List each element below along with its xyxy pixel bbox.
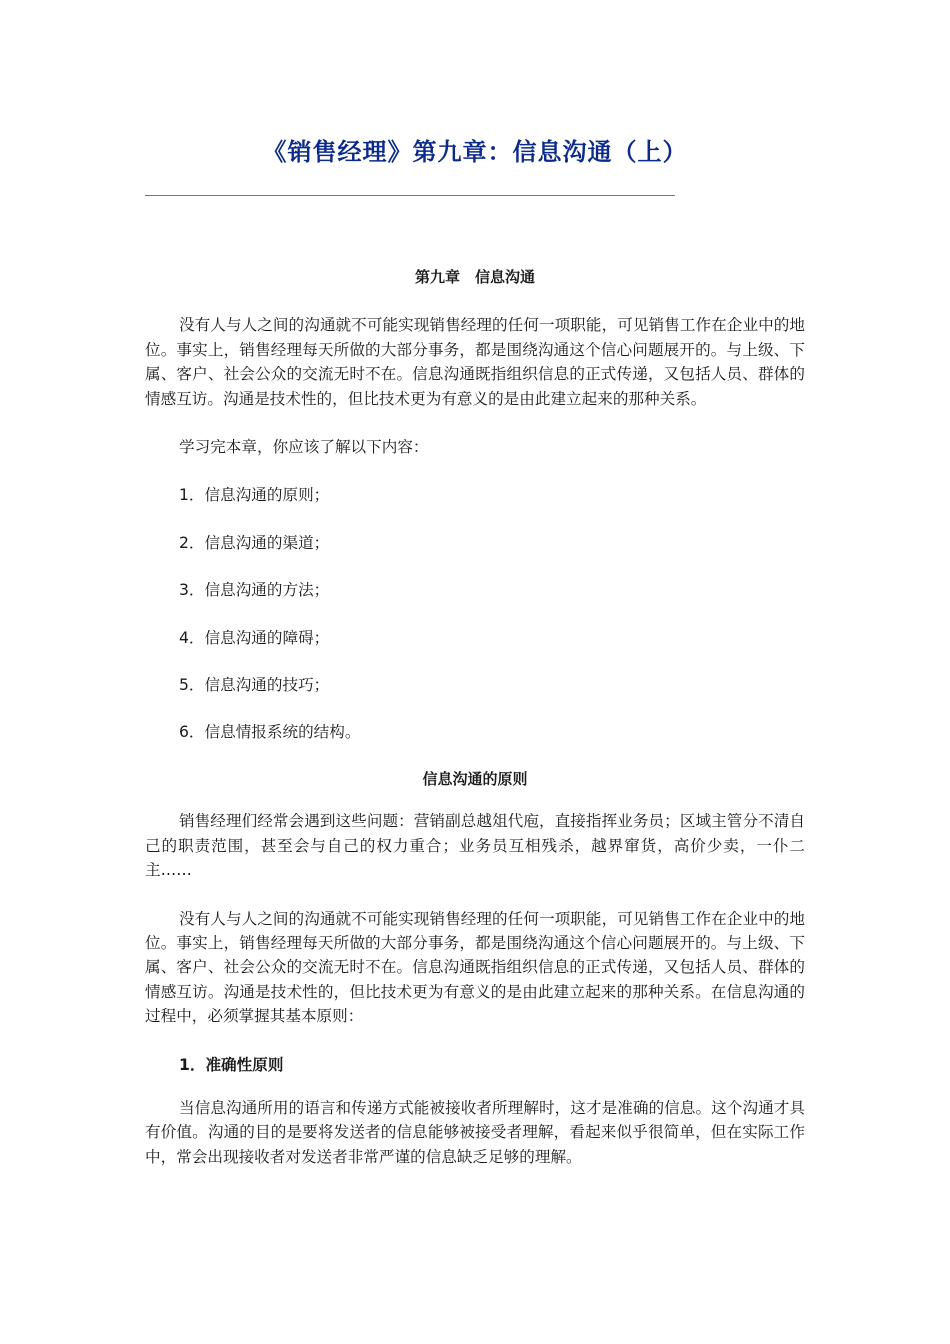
objective-item: 2．信息沟通的渠道； [179, 533, 330, 552]
objective-item: 4．信息沟通的障碍； [179, 628, 330, 647]
document-body [145, 265, 805, 1169]
title-divider [145, 195, 675, 196]
page-title: 《销售经理》第九章：信息沟通（上） [262, 138, 688, 166]
objectives-list [145, 483, 805, 744]
objective-item: 3．信息沟通的方法； [179, 581, 330, 600]
chapter-heading: 第九章 信息沟通 [414, 268, 535, 286]
objective-item: 5．信息沟通的技巧； [179, 676, 330, 695]
objective-item: 1．信息沟通的原则； [179, 486, 330, 505]
principles-paragraph-1: 销售经理们经常会遇到这些问题：营销副总越俎代庖，直接指挥业务员；区域主管分不清自己的职责范围，甚至会与自己的权力重合；业务员互相残杀，越界窜货，高价少卖，一仆二主…… [145, 812, 805, 880]
objective-item: 6．信息情报系统的结构。 [179, 723, 361, 742]
principles-heading: 信息沟通的原则 [422, 769, 528, 788]
accuracy-heading: 1．准确性原则 [179, 1055, 284, 1074]
principles-paragraph-2: 没有人与人之间的沟通就不可能实现销售经理的任何一项职能，可见销售工作在企业中的地位。事实上，销售经理每天所做的大部分事务，都是围绕沟通这个信心问题展开的。与上级、下属、客户、社会公众的交流无时不在。信息沟通既指组织信息的正式传递，又包括人员、群体的情感互访。沟通是技术性的，但比技术更为有意义的是由此建立起来的那种关系。在信息沟通的过程中，必须掌握其基本原则： [145, 909, 805, 1026]
intro-paragraph: 没有人与人之间的沟通就不可能实现销售经理的任何一项职能，可见销售工作在企业中的地位。事实上，销售经理每天所做的大部分事务，都是围绕沟通这个信心问题展开的。与上级、下属、客户、社会公众的交流无时不在。信息沟通既指组织信息的正式传递，又包括人员、群体的情感互访。沟通是技术性的，但比技术更为有意义的是由此建立起来的那种关系。 [145, 316, 805, 408]
accuracy-paragraph: 当信息沟通所用的语言和传递方式能被接收者所理解时，这才是准确的信息。这个沟通才具有价值。沟通的目的是要将发送者的信息能够被接受者理解，看起来似乎很简单，但在实际工作中，常会出现接收者对发送者非常严谨的信息缺乏足够的理解。 [145, 1098, 805, 1166]
learning-intro: 学习完本章，你应该了解以下内容： [179, 438, 429, 457]
